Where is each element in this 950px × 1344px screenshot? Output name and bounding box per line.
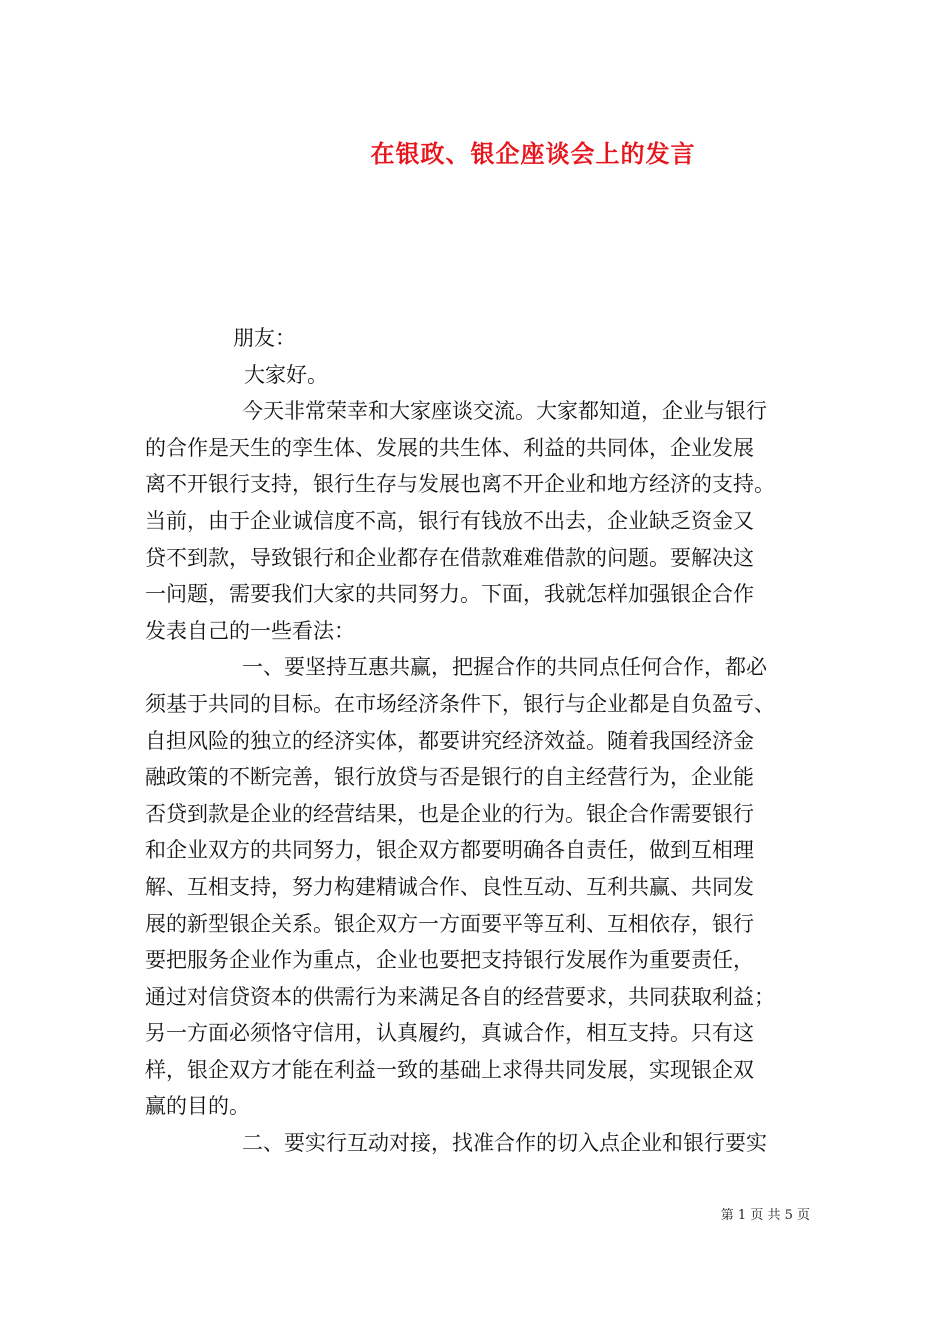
greeting: 大家好。: [244, 362, 328, 387]
paragraph-intro: 今天非常荣幸和大家座谈交流。大家都知道，企业与银行 的合作是天生的孪生体、发展的共生体、利益的共同体，企业发展 离不开银行支持，银行生存与发展也离不开企业和地方经济的支持。 当前，由于企业诚信度不高，银行有钱放不出去，企业缺乏资金又 贷不到款，导致银行和企业都存在借款难难借款的问题。要解决这 一问题，需要我们大家的共同努力。下面，我就怎样加强银企合作 发表自己的一些看法：: [145, 399, 775, 643]
document-title: 在银政、银企座谈会上的发言: [370, 139, 696, 168]
paragraph-section-two: 二、要实行互动对接，找准合作的切入点企业和银行要实: [242, 1131, 767, 1156]
paragraph-section-one: 一、要坚持互惠共赢，把握合作的共同点任何合作，都必 须基于共同的目标。在市场经济条件下，银行与企业都是自负盈亏、 自担风险的独立的经济实体，都要讲究经济效益。随着我国经济金 融政策的不断完善，银行放贷与否是银行的自主经营行为，企业能 否贷到款是企业的经营结果，也是企业的行为。银企合作需要银行 和企业双方的共同努力，银企双方都要明确各自责任，做到互相理 解、互相支持，努力构建精诚合作、良性互动、互利共赢、共同发 展的新型银企关系。银企双方一方面要平等互利、互相依存，银行 要把服务企业作为重点，企业也要把支持银行发展作为重要责任， 通过对信贷资本的供需行为来满足各自的经营要求，共同获取利益； 另一方面必须恪守信用，认真履约，真诚合作，相互支持。只有这 样，银企双方才能在利益一致的基础上求得共同发展，实现银企双 赢的目的。: [145, 655, 775, 1119]
document-body: [145, 320, 810, 1162]
page-number: 第 1 页 共 5 页: [720, 1208, 810, 1223]
salutation: 朋友：: [233, 326, 296, 350]
